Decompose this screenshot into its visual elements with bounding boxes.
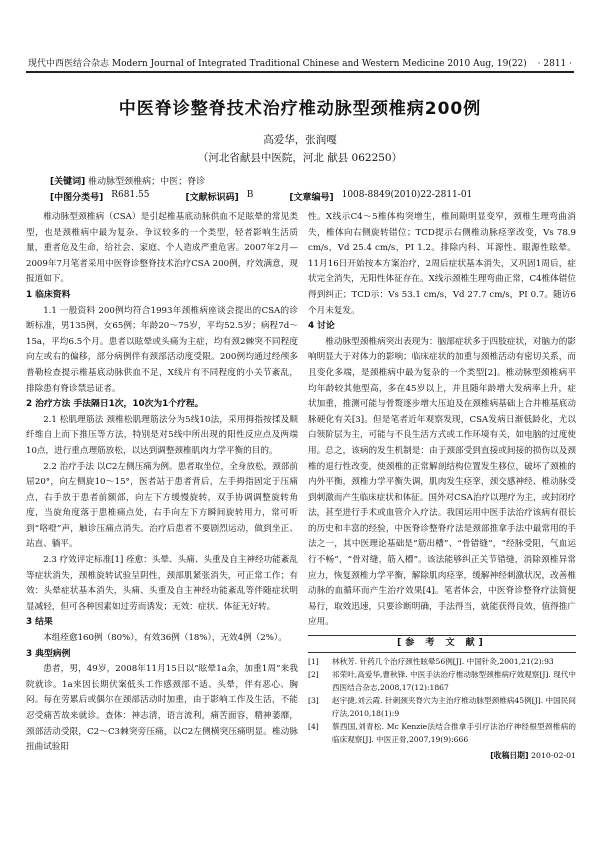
left-column — [26, 210, 298, 756]
references-heading: [参 考 文 献] — [308, 635, 576, 653]
body-paragraph: 2.3 疗效评定标准[1] 痊愈：头晕、头痛、头重及自主神经功能紊乱等症状消失，颈椎旋转试验呈阴性，颈部肌紧张消失，可正常工作；有效：头晕症状基本消失，头痛、头重及自主神经功能紊乱等伴随症状明显减轻，但可各种因素如过劳而诱发；无效：症状、体征无好转。 — [26, 555, 298, 612]
section-heading: 3 结果 — [26, 617, 53, 628]
article-number-value: 1008-8849(2010)22-2811-01 — [341, 190, 473, 200]
article-meta — [50, 190, 560, 203]
article-title: 中医脊诊整脊技术治疗椎动脉型颈椎病200例 — [118, 99, 482, 119]
page-number: · 2811 · — [537, 59, 572, 69]
section-heading: 4 讨论 — [308, 321, 335, 332]
header-rule — [26, 71, 574, 73]
body-paragraph: 患者，男，49岁，2008年11月15日以“眩晕1a余，加重1周”来我院就诊。1a来因长期伏案低头工作感颈部不适、头晕，伴有恶心、胸闷。每在劳累后或偶尔在颈部活动时加重，由于影响工作及生活，不能忍受痛苦故来就诊。查体：神志清，语言流利，痛苦面容，精神萎靡，颈部活动受限，C2～C3棘突旁压痛，以C2左侧横突压痛明显。椎动脉扭曲试验阳 — [26, 664, 298, 753]
keywords-text: 椎动脉型颈椎病；中医；脊诊 — [88, 177, 206, 187]
keywords — [50, 174, 560, 187]
body-paragraph: 1.1 一般资料 200例均符合1993年颈椎病座谈会提出的CSA的诊断标准，男135例，女65例；年龄20～75岁，平均52.5岁；病程7d～15a，平均6.5个月。患者以眩晕或头痛为主症，均有颈2棘突不同程度向左或右的偏移，部分病例伴有颈部活动度受限。200例均通过经颅多普勒检查提示椎基底动脉供血不足，X线片有不同程度的小关节紊乱，排除患有脊诊禁忌证者。 — [26, 305, 298, 394]
affiliation: （河北省献县中医院，河北 献县 062250） — [197, 152, 403, 164]
authors: 高爱华，张润嘎 — [263, 134, 337, 146]
body-paragraph: 2.2 治疗手法 以C2左侧压痛为例。患者取坐位，全身放松，颈部前屈20°，向左侧旋10～15°，医者站于患者背后，左手拇指固定于压痛点，右手放于患者前额部，向左下方缓慢旋转，双手协调调整旋转角度，当旋角度落于患椎痛点处，右手向左下方瞬间旋转用力，常可听到“咯噔”声，触诊压痛点消失。治疗后患者不要剧烈运动，做到坐正、站直、躺平。 — [26, 461, 298, 550]
reference-item: [2] 祁荣叶,高爱华,曹秋锋. 中医手法治疗椎动脉型颈椎病疗效观察[J]. 现代中西医结合杂志,2008,17(12):1867 — [308, 669, 576, 692]
clc-label: [中图分类号] — [50, 193, 104, 203]
right-column — [308, 210, 576, 763]
body-paragraph: 性。X线示C4～5椎体构突增生，椎间隙明显变窄，颈椎生理弯曲消失，椎体向右侧旋转错位；TCD提示右侧椎动脉痉挛改变，Vs 78.9 cm/s，Vd 25.4 cm/s，PI 1.2。排除内科、耳源性、眼源性眩晕。11月16日开始按本方案治疗，2周后症状基本消失，又巩固1周后，症状完全消失，无阳性体征存在。X线示颈椎生理弯曲正常，C4椎体错位得到纠正；TCD示：Vs 53.1 cm/s，Vd 27.7 cm/s，PI 0.7。随访6个月未复发。 — [308, 212, 576, 316]
doc-code-value: B — [246, 190, 254, 200]
reference-item: [4] 蔡西国,刘青松. Mc Kenzie法结合推拿手引疗法治疗神经根型颈椎病的临床观察[J]. 中医正骨,2007,19(9):666 — [308, 721, 576, 744]
doc-code-label: [文献标识码] — [185, 193, 239, 203]
body-paragraph: 2.1 松肌理筋法 颈椎松肌理筋法分为5线10法，采用拇指按揉及顺纤维自上而下推压等方法，特别是对5线中所出现的阳性反应点及两端10点，进行重点理筋放松，以达到调整颈椎肌肉力学平衡的目的。 — [26, 414, 298, 456]
reference-item: [1] 林秋芳. 针药几个治疗颈性眩晕56例[J]. 中国针灸,2001,21(2):93 — [308, 656, 554, 666]
section-heading: 2 治疗方法 手法隔日1次，10次为1个疗程。 — [26, 399, 204, 410]
article-number-label: [文章编号] — [289, 193, 334, 203]
section-heading: 1 临床资料 — [26, 289, 71, 300]
discussion-paragraph: 椎动脉型颈椎病突出表现为：脑部症状多于四肢症状，对脑力的影响明显大于对体力的影响；临床症状的加重与颈椎活动有密切关系，而且变化多端，是颈椎病中最为复杂的一个类型[2]。椎动脉型颈椎病平均年龄较其他型高，多在45岁以上，并且随年龄增大发病率上升，症状加重，推测可能与骨赘逐步增大压迫及在颈椎病基础上合并椎基底动脉硬化有关[3]。但是笔者近年观察发现，CSA发病日渐低龄化，尤以白领阶层为主，可能与不良生活方式或工作环境有关，如电脑的过度使用。总之，该病的发生机制是：由于颈部受到直接或间接的损伤以及颈椎的退行性改变，使颈椎的正常解剖结构位置发生移位，破坏了颈椎的内外平衡，颈椎力学平衡失调，肌肉发生痉挛，颈交感神经、椎动脉受到刺激而产生临床症状和体征。国外对CSA治疗以理疗为主，或封闭疗法，甚至进行手术或血管介入疗法。我国运用中医手法治疗该病有很长的历史和丰富的经验，中医脊诊整脊疗法是颈部推拿手法中最常用的手法之一，其中医理论基础是“筋出槽”、“骨错缝”，“经脉受阻，气血运行不畅”，“骨对缝，筋入槽”。该法能够纠正关节错缝，消除颈椎异常应力，恢复颈椎力学平衡，解除肌肉痉挛，缓解神经刺激状况，改善椎动脉的血循环而产生治疗效果[4]。笔者体会，中医脊诊整脊疗法简便易行，取效迅速，只要诊断明确，手法得当，就能获得良效，值得推广应用。 — [308, 336, 576, 628]
clc-value: R681.55 — [111, 190, 150, 200]
section-heading: 3 典型病例 — [26, 648, 71, 659]
journal-name: 现代中西医结合杂志 Modern Journal of Integrated Traditional Chinese and Western Medicine 2010 Aug, 19(22) — [28, 59, 527, 69]
intro-paragraph: 椎动脉型颈椎病（CSA）是引起椎基底动脉供血不足眩晕的常见类型，也是颈椎病中最为复杂、争议较多的一个类型，轻者影响生活质量，重者危及生命，给社会、家庭、个人造成严重危害。2007年2月—2009年7月笔者采用中医脊诊整脊技术治疗CSA 200例，疗效满意，现报道如下。 — [26, 212, 298, 285]
running-header — [28, 56, 572, 69]
reference-item: [3] 赵宇捷,刘云霞. 针刺颈夹脊穴为主治疗椎动脉型颈椎病45例[J]. 中国民间疗法,2010,18(1):9 — [308, 695, 576, 718]
keywords-label: [关键词] — [50, 177, 86, 187]
body-paragraph: 本组痊愈160例（80%），有效36例（18%），无效4例（2%）。 — [43, 633, 287, 644]
received-date: [收稿日期] 2010-02-01 — [490, 750, 576, 760]
